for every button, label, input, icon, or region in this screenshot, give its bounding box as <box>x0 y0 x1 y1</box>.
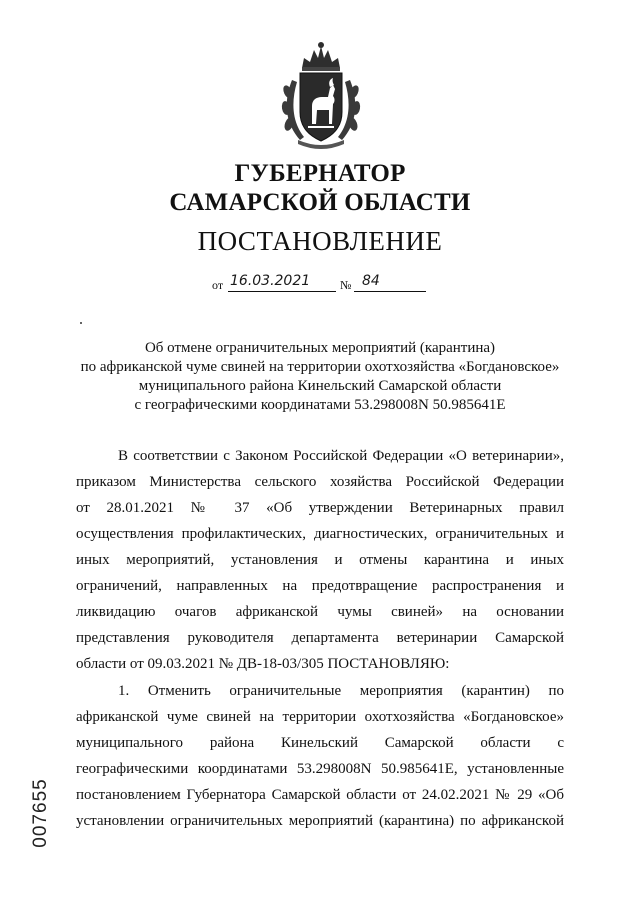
governor-heading: ГУБЕРНАТОР <box>234 160 406 187</box>
document-title-line: по африканской чуме свиней на территории охотхозяйства «Богдановское» <box>80 359 560 375</box>
clause-text-line: муниципального района Кинельский Самарской области с <box>76 735 564 751</box>
body-text-line: осуществления профилактических, диагностических, ограничительных и <box>76 526 564 542</box>
date-prefix-label: от <box>212 278 224 292</box>
body-text-line: от 28.01.2021 № 37 «Об утверждении Ветеринарных правил <box>76 500 564 516</box>
date-underline <box>228 291 336 292</box>
clause-text-line: географическими координатами 53.298008N 50.985641E, установленные <box>76 761 564 777</box>
crown-icon <box>302 42 340 71</box>
registration-number-stamp <box>30 777 52 849</box>
clause-text-line: постановлением Губернатора Самарской области от 24.02.2021 № 29 «Об <box>76 787 564 803</box>
document-title-line: Об отмене ограничительных мероприятий (карантина) <box>144 340 496 356</box>
document-type-title: ПОСТАНОВЛЕНИЕ <box>197 226 443 256</box>
handwritten-date: 16.03.2021 <box>230 273 311 289</box>
region-heading: САМАРСКОЙ ОБЛАСТИ <box>169 189 471 216</box>
document-title-line: с географическими координатами 53.298008N 50.985641E <box>134 397 506 413</box>
registration-number: 007655 <box>30 778 51 848</box>
number-underline <box>354 291 426 292</box>
body-text-line: ограничений, направленных на предотвращение распространения и <box>76 578 564 594</box>
samara-coat-of-arms-emblem <box>278 40 364 152</box>
clause-text-line: установлении ограничительных мероприятий (карантина) по африканской <box>76 813 564 829</box>
body-text-line: иных мероприятий, установления и отмены карантина и иных <box>76 552 564 568</box>
body-text-line: области от 09.03.2021 № ДВ-18-03/305 ПОСТАНОВЛЯЮ: <box>76 656 450 672</box>
handwritten-number: 84 <box>362 273 380 289</box>
body-text-line: представления руководителя департамента ветеринарии Самарской <box>76 630 564 646</box>
body-text-line: ликвидацию очагов африканской чумы свиней» на основании <box>76 604 564 620</box>
body-text-line: В соответствии с Законом Российской Федерации «О ветеринарии», <box>118 448 564 464</box>
clause-text-line: 1. Отменить ограничительные мероприятия (карантин) по <box>118 683 564 699</box>
clause-text-line: африканской чуме свиней на территории охотхозяйства «Богдановское» <box>76 709 564 725</box>
scan-dot <box>80 322 82 324</box>
document-title-line: муниципального района Кинельский Самарской области <box>138 378 502 394</box>
body-text-line: приказом Министерства сельского хозяйства Российской Федерации <box>76 474 564 490</box>
number-sign-label: № <box>340 278 352 292</box>
